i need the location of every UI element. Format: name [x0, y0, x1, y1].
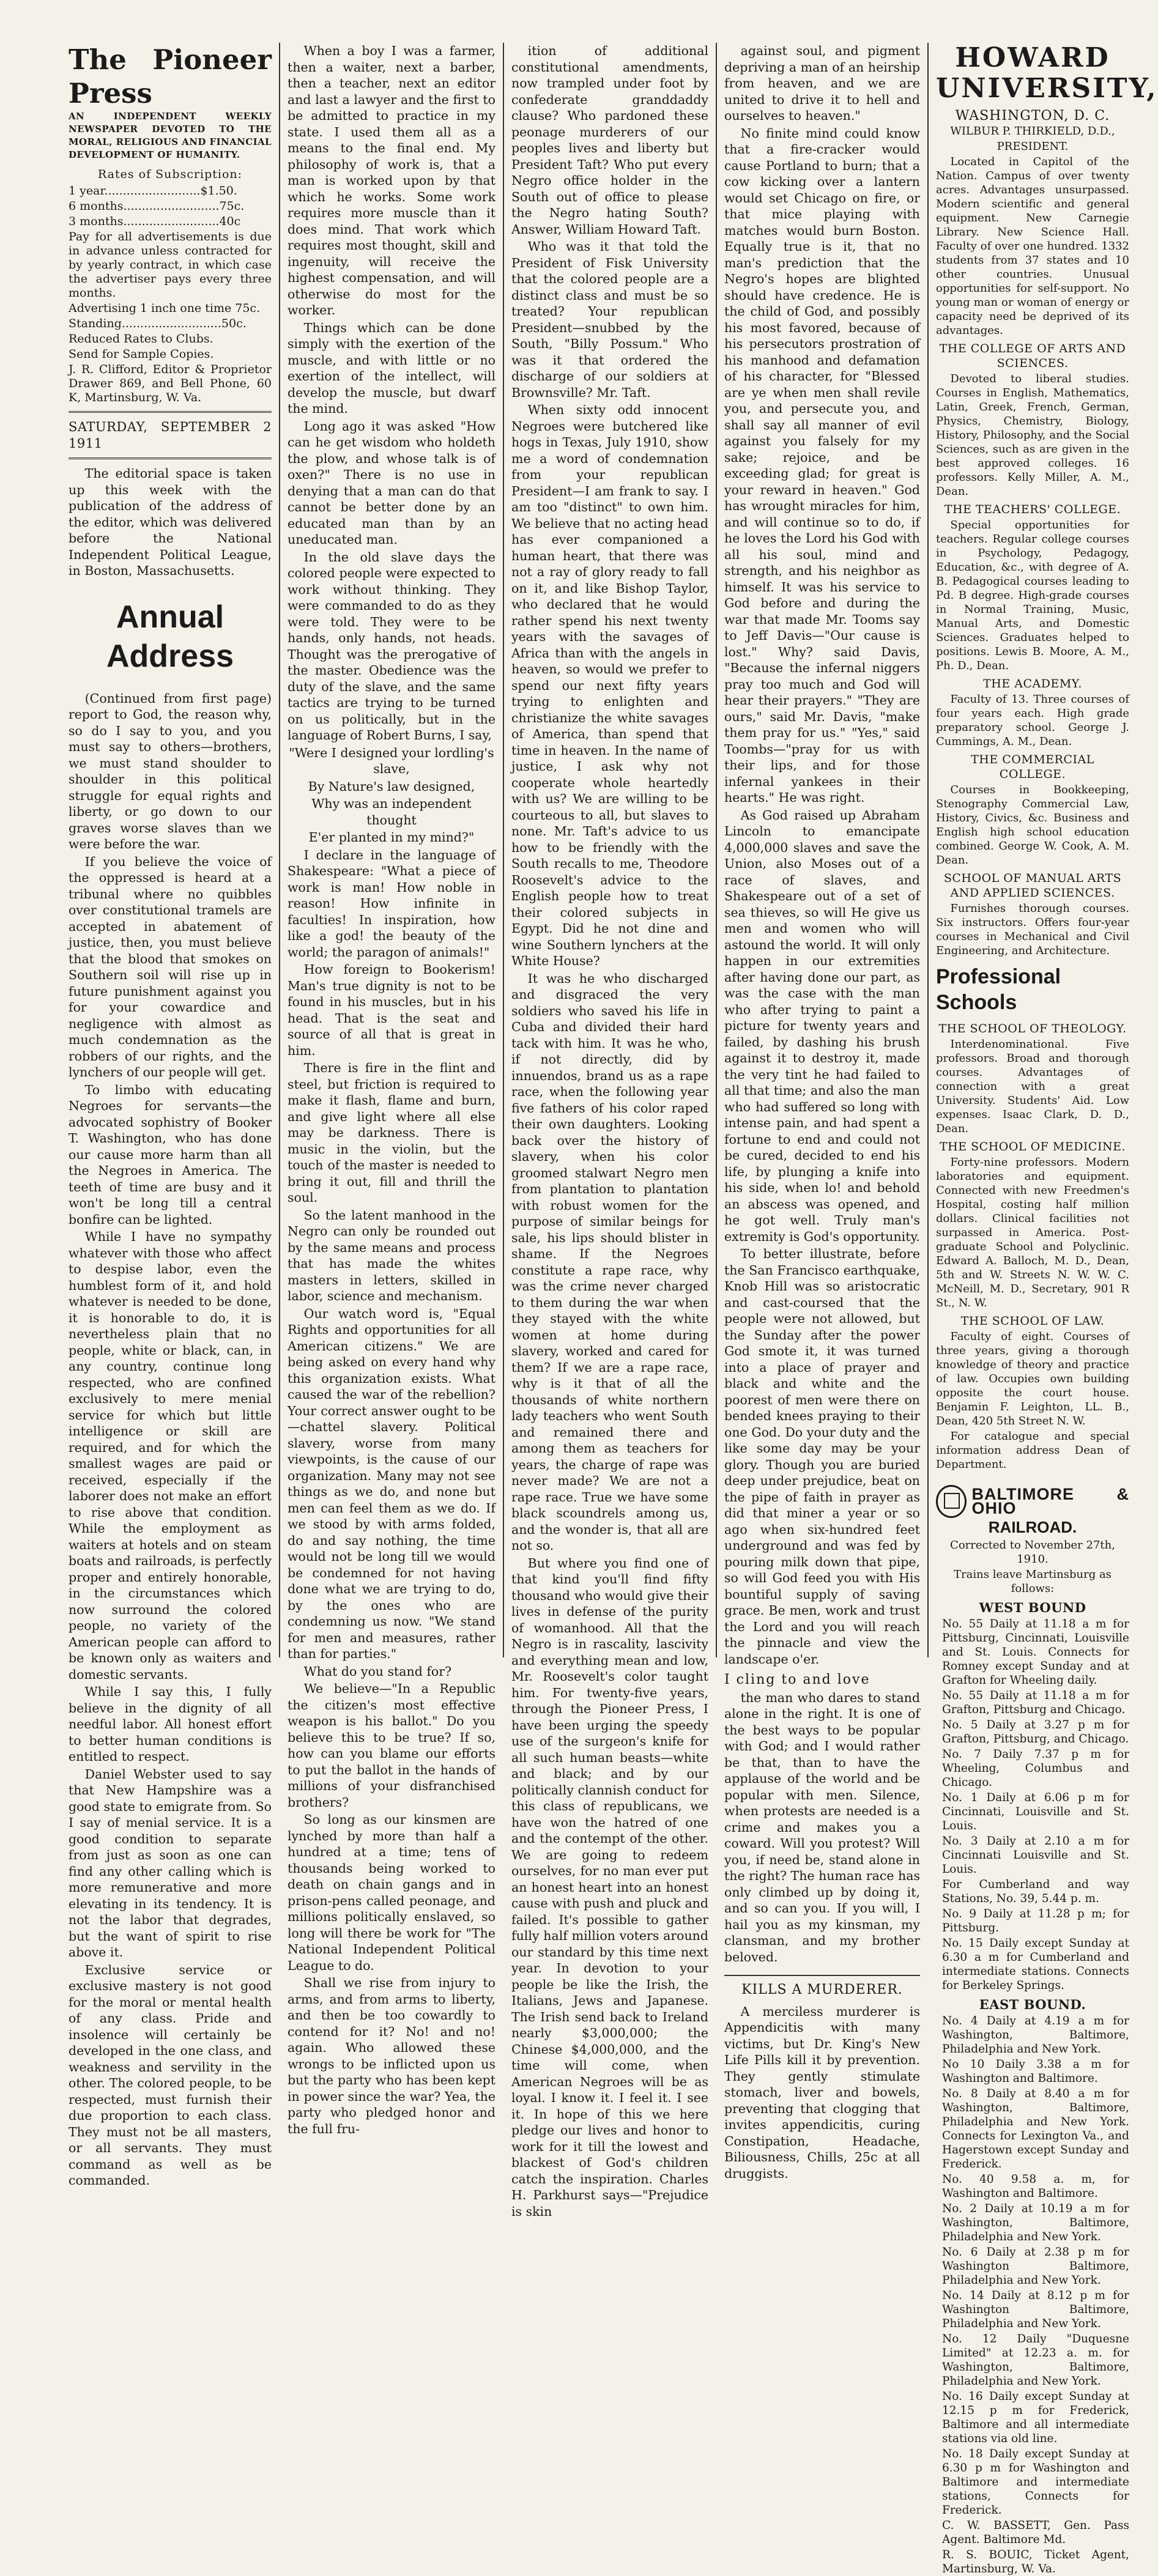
paragraph: (Continued from first page) report to God, the reason why, so do I say to you, and you must say to others—brothers, we must stand shoulder to shoulder in this political struggle for equal rights and liberty, or go down to our graves worse slaves than we were before the war. — [69, 690, 272, 851]
bo-railroad: RAILROAD. — [988, 1518, 1077, 1536]
section-heading: THE SCHOOL OF MEDICINE. — [939, 1140, 1126, 1153]
train-entry: No. 16 Daily except Sunday at 12.15 p m for Frederick, Baltimore and all intermediate stations via old line. — [942, 2390, 1129, 2445]
paragraph: But where you find one of that kind you'll find fifty thousand who would give their lives in defense of the purity of womanhood. All that the Negro is in rascality, lascivity and everything mean and low, Mr. Roosevelt's color taught him. For twenty-five years, through the Pioneer Press, I have been urging the speedy use of the surgeon's knife for all such human beasts—white and black; and by our politically clannish conduct for this class of republicans, we have won the hatred of one and the contempt of the other. We are going to redeem ourselves, for no man ever put an honest heart into an honest cause with push and pluck and failed. It's possible to gather fully half million voters around our standard by this time next year. In devotion to your people be like the Irish, the Italians, Jews and Japanese. The Irish send back to Ireland nearly $3,000,000; the Chinese $4,000,000, and the time will come, when American Negroes will be as loyal. I know it. I feel it. I see it. In hope of this we here pledge our lives and honor to work for it till the lowest and blackest of God's children catch the inspiration. Charles H. Parkhurst says—"Prejudice is skin — [511, 1555, 708, 2219]
paragraph: Interdenominational. Five professors. Broad and thorough courses. Advantages of connection with a great University. Students' Aid. Low expenses. Isaac Clark, D. D., Dean. — [936, 1038, 1129, 1135]
train-entry: No. 3 Daily at 2.10 a m for Cincinnati Louisville and St. Louis. — [942, 1835, 1129, 1876]
column-5 — [929, 42, 1158, 2575]
paragraph: the man who dares to stand alone in the right. It is one of the best ways to be popular with God; and I would rather be that, than to have the applause of the world and be popular with men. Silence, when protests are needed is a crime and makes you a coward. Will you protest? Will you, if need be, stand alone in the right? The human race has only climbed up by doing it, and so can you. If you will, I hail you as my kinsman, my clansman, and my brother beloved. — [724, 1690, 920, 1964]
paragraph: Courses in Bookkeeping, Stenography Commercial Law, History, Civics, &c. Business and English high school education combined. George W. Cook, A. M. Dean. — [936, 783, 1129, 867]
train-entry: No. 9 Daily at 11.28 p m; for Pittsburg. — [942, 1908, 1129, 1934]
paragraph: While I have no sympathy whatever with those who affect to despise labor, even the humblest form of it, and hold whatever is needed to be done, it is honorable to do, it is nevertheless plain that no people, white or black, can, in any country, continue long respected, who are confined exclusively to mere menial service for which but little intelligence or skill are required, and for which the smallest wages are paid or received, especially if the laborer does not make an effort to rise above that condition. While the employment as waiters at hotels and on steam boats and railroads, is perfectly proper and entirely honorable, in the circumstances which now surround the colored people, no variety of the American people can afford to be known only as waiters and domestic servants. — [69, 1229, 272, 1682]
masthead-subtitle: AN INDEPENDENT WEEKLY NEWSPAPER DEVOTED TO THE MORAL, RELIGIOUS AND FINANCIAL DEVELOPMENT OF HUMANITY. — [69, 111, 272, 160]
paragraph: What do you stand for? — [303, 1664, 452, 1679]
verse-line: Why was an independent thought — [311, 796, 472, 827]
east-bound-heading: EAST BOUND. — [979, 1997, 1086, 2012]
paragraph: While I say this, I fully believe in the dignity of all needful labor. All honest effort to better human conditions is entitled to respect. — [69, 1684, 272, 1764]
bo-name: BALTIMORE & OHIO — [971, 1485, 1129, 1517]
train-entry: No. 40 9.58 a. m, for Washington and Baltimore. — [942, 2173, 1129, 2200]
train-entry: No. 4 Daily at 4.19 a m for Washington, Baltimore, Philadelphia and New York. — [942, 2015, 1129, 2056]
paragraph: Faculty of 13. Three courses of four years each. High grade preparatory school. George J. Cummings, A. M., Dean. — [936, 693, 1129, 748]
paragraph: We believe—"In a Republic the citizen's most effective weapon is his ballot." Do you believe this to be true? If so, how can you blame our efforts to put the ballot in the hands of millions of your disfranchised brothers? — [288, 1681, 495, 1810]
train-entry: For Cumberland and way Stations, No. 39, 5.44 p. m. — [942, 1878, 1129, 1905]
train-entry: No. 55 Daily at 11.18 a m for Pittsburg, Cincinnati, Louisville and St. Louis. Connects for Romney except Sunday and at Grafton for Wheeling daily. — [942, 1618, 1129, 1687]
verse-line: "Were I designed your lordling's slave, — [289, 745, 494, 776]
dateline: SATURDAY, SEPTEMBER 2 1911 — [69, 420, 272, 451]
column-3 — [504, 43, 716, 2219]
paragraph: When a boy I was a farmer, then a waiter, next a barber, then a teacher, next an editor and last a lawyer and the first to be admitted to practice in my state. I used them all as a means to the final end. My philosophy of work is, that a man is worked upon by that which he works. Some work requires more muscle than it does mind. That work which requires most thought, skill and ingenuity, will receive the highest compensation, and will otherwise do most for the worker. — [288, 43, 495, 317]
section-heading: THE SCHOOL OF LAW. — [960, 1314, 1105, 1328]
paragraph: To limbo with educating Negroes for servants—the advocated sophistry of Booker T. Washington, who has done our cause more harm than all the Negroes in America. The teeth of time are busy and it won't be long till a central bonfire can be lighted. — [69, 1082, 272, 1227]
rate-line: 1 year..........................$1.50. — [69, 184, 237, 198]
rates-heading: Rates of Subscription: — [97, 168, 243, 181]
train-entry: No. 6 Daily at 2.38 p m for Washington Baltimore, Philadelphia and New York. — [942, 2246, 1129, 2287]
rate-line: 6 months..........................75c. — [69, 199, 245, 213]
paragraph: As God raised up Abraham Lincoln to emancipate 4,000,000 slaves and save the Union, also Moses out of a race of slaves, and Shakespeare out of a set of sea thieves, so will He give us men and women who will astound the world. It will only happen in our extremities after having done our part, as was the case with the man who after trying to paint a picture for twenty years and failed, by dashing his brush against it to destroy it, made the very tint he had failed to all that time; and also the man who had suffered so long with intense pain, and had spent a fortune to end and could not be cured, decided to end his life, by plunging a knife into his side, when lo! and behold an abscess was opened, and he got well. Truly man's extremity is God's opportunity. — [724, 807, 920, 1244]
column-1 — [61, 43, 279, 2188]
column-2 — [280, 43, 503, 2136]
paragraph: There is fire in the flint and steel, but friction is required to make it flash, flame and burn, and give light where all else may be darkness. There is music in the violin, but the touch of the master is needed to bring it out, fill and thrill the soul. — [288, 1060, 495, 1205]
ad-line: Standing...........................50c. — [69, 317, 247, 330]
paragraph: Daniel Webster used to say that New Hampshire was a good state to emigrate from. So I say of menial service. It is a good condition to separate from just as soon as one can find any other calling which is more remunerative and more elevating in its tendency. It is not the labor that degrades, but the want of spirit to rise above it. — [69, 1766, 272, 1960]
paragraph: No finite mind could know that a fire-cracker would cause Portland to burn; that a cow kicking over a lantern would set Chicago on fire, or that mice playing with matches would burn Boston. Equally true is it, that no man's prediction that the Negro's hopes are blighted should have credence. He is the child of God, and possibly his most favored, because of his persecutors prostration of his manhood and defamation of his character, for "Blessed are ye when men shall revile you, and persecute you, and shall say all manner of evil against you falsely for my sake; rejoice, and be exceeding glad; for great is your reward in heaven." God has wrought miracles for him, and will continue so to do, if he loves the Lord his God with all his soul, mind and strength, and his neighbor as himself. It was his service to God before and during the war that made Mr. Tooms say to Jeff Davis—"Our cause is lost." Why? said Davis, "Because the infernal niggers pray too much and God will hear their prayers." "They are ours," said Mr. Davis, "make them pray for us." "Yes," said Toombs—"pray for us with their lips, and for those infernal yankees in their hearts." He was right. — [724, 125, 920, 805]
paragraph: ition of additional constitutional amendments, now trampled under foot by confederate granddaddy clause? Who pardoned these peonage murderers of our peoples lives and liberty but President Taft? Who put every Negro office holder in the South out of office to please the Negro hating South? Answer, William Howard Taft. — [511, 43, 708, 237]
paragraph: To better illustrate, before the San Francisco earthquake, Knob Hill was so aristocratic and cast-coursed that the people were not allowed, but the Sunday after the power God smote it, it was turned into a place of prayer and black and white and the poorest of men were there on bended knees praying to their one God. Do your duty and the like some day may be your glory. Though you are buried deep under prejudice, beat on the pipe of faith in prayer as did that miner a year or so ago when six-hundred feet underground and was fed by pouring milk down that pipe, so will God feed you with His bountiful supply of saving grace. Be men, work and trust the Lord and you will reach the pinnacle and view the landscape o'er. — [724, 1246, 920, 1667]
ad-line: Send for Sample Copies. — [69, 347, 214, 361]
verse-line: E'er planted in my mind?" — [308, 830, 475, 845]
section-heading: THE ACADEMY. — [983, 677, 1082, 690]
train-entry: No. 12 Daily "Duquesne Limited" at 12.23 a. m. for Washington, Baltimore, Philadelphia and New York. — [942, 2333, 1129, 2388]
paragraph: In the old slave days the colored people were expected to work without thinking. They were commanded to do as they were told. They were to be hands, only hands, not heads. Thought was the prerogative of the master. Obedience was the duty of the slave, and the same tactics are trying to be turned on us politically, but in the language of Robert Burns, I say, — [288, 549, 495, 742]
rates-note: Pay for all advertisements is due in advance unless contracted for by yearly contract, in which case the advertiser pays every three months. — [69, 230, 272, 300]
paragraph: Our watch word is, "Equal Rights and opportunities for all American citizens." We are being asked on every hand why this organization exists. What caused the war of the rebellion? Your correct answer ought to be—chattel slavery. Political slavery, worse from many viewpoints, is the cause of our organization. Many may not see things as we do, and none but men can feel them as we do. If we stood by with arms folded, do and say nothing, the time would not be long till we would be condemned for not having done what we are trying to do, by the ones who are condemning us now. "We stand for men and measures, rather than for parties." — [288, 1306, 495, 1661]
ad-headline: KILLS A MURDERER. — [724, 1975, 920, 1999]
professional-schools-heading: Professional Schools — [936, 965, 1061, 1014]
bo-logo — [936, 1485, 1129, 1518]
paragraph: Who was it that told the President of Fisk University that the colored people are a distinct class and must be so treated? Your republican President—snubbed by the South, "Billy Possum." Who was it that ordered the discharge of our soldiers at Brownsville? Mr. Taft. — [511, 239, 708, 400]
ad-line: Advertising 1 inch one time 75c. — [69, 302, 261, 315]
bo-emblem-icon — [936, 1485, 967, 1518]
train-entry: No. 2 Daily at 10.19 a m for Washington, Baltimore, Philadelphia and New York. — [942, 2202, 1129, 2243]
paragraph: Devoted to liberal studies. Courses in English, Mathematics, Latin, Greek, French, German, Physics, Chemistry, Biology, History, Philosophy, and the Social Sciences, such as are given in the best approved colleges. 16 professors. Kelly Miller, A. M., Dean. — [936, 372, 1129, 498]
divider — [69, 411, 272, 413]
train-entry: No 10 Daily 3.38 a m for Washington and Baltimore. — [942, 2058, 1129, 2085]
masthead: The Pioneer Press — [69, 43, 272, 109]
train-entry: No. 18 Daily except Sunday at 6.30 p m for Washington and Baltimore and intermediate stations, Connects for Frederick. — [942, 2448, 1129, 2517]
train-entry: No. 8 Daily at 8.40 a m for Washington, Baltimore, Philadelphia and New York. Connects for Lexington Va., and Hagerstown except Sunday and Frederick. — [942, 2087, 1129, 2171]
paragraph: So the latent manhood in the Negro can only be rounded out by the same means and process that has made the whites masters in letters, skilled in labor, science and mechanism. — [288, 1207, 495, 1303]
paragraph: Long ago it was asked "How can he get wisdom who holdeth the plow, and whose talk is of oxen?" There is no use in denying that a man can do that cannot be better done by an educated man than by an uneducated man. — [288, 418, 495, 547]
paragraph: It was he who discharged and disgraced the very soldiers who saved his life in Cuba and divided their hard tack with him. It was he who, if not directly, did by innuendos, brand us as a rape race, when the following year five fathers of his color raped their own daughters. Looking back over the history of slavery, when his color groomed stalwart Negro men from plantation to plantation with robust women for the purpose of similar beings for sale, his lips should blister in shame. If the Negroes constitute a rape race, why was the crime never charged to them during the war when they stayed with the white women at home during slavery, worked and cared for them? If we are a rape race, why is it that of all the thousands of white northern lady teachers who went South and remained there and among them as teachers for years, the charge of rape was never made? We are not a rape race. True we have some black scoundrels among us, and the wonder is, that all are not so. — [511, 971, 708, 1553]
paragraph: Things which can be done simply with the exertion of the muscle, and with little or no exertion of the intellect, will develop the muscle, but dwarf the mind. — [288, 320, 495, 416]
paragraph: Special opportunities for teachers. Regular college courses in Psychology, Pedagogy, Education, &c., with degree of A. B. Pedagogical courses leading to Pd. B degree. High-grade courses in Normal Training, Music, Manual Arts, and Domestic Sciences. Graduates helped to positions. Lewis B. Moore, A. M., Ph. D., Dean. — [936, 519, 1129, 672]
rate-line: 3 months..........................40c — [69, 215, 241, 228]
bo-corrected: Corrected to November 27th, 1910. — [950, 1539, 1115, 1566]
ad-line: Reduced Rates to Clubs. — [69, 332, 213, 346]
paragraph: Shall we rise from injury to arms, and from arms to liberty, and then be too cowardly to contend for it? No! and no! again. Who allowed these wrongs to be inflicted upon us but the party who has been kept in power since the war? Yea, the party who pledged honor and the full fru- — [288, 1975, 495, 2136]
agent: R. S. BOUIC, Ticket Agent, Martinsburg, W. Va. — [942, 2548, 1129, 2575]
train-entry: No. 14 Daily at 8.12 p m for Washington Baltimore, Philadelphia and New York. — [942, 2289, 1129, 2330]
paragraph: If you believe the voice of the oppressed is heard at a tribunal where no quibbles over constitutional tramels are accepted in abatement of justice, then, you must believe that the blood that smokes on Southern soil will rise up in future punishment against you for your cowardice and negligence with almost as much condemnation as the robbers of our rights, and the lynchers of our people will get. — [69, 854, 272, 1079]
verse-line: By Nature's law designed, — [308, 779, 475, 794]
paragraph: against soul, and pigment depriving a man of an heirship from heaven, and we are united to drive it to hell and ourselves to heaven." — [724, 43, 920, 123]
divider — [69, 457, 272, 459]
section-heading: THE COLLEGE OF ARTS AND SCIENCES. — [939, 342, 1126, 370]
train-entry: No. 55 Daily at 11.18 a m for Grafton, Pittsburg and Chicago. — [942, 1689, 1129, 1716]
paragraph: How foreign to Bookerism! Man's true dignity is not to be found in his muscles, but in his head. That is the seat and source of all that is great in him. — [288, 962, 495, 1058]
section-heading: SCHOOL OF MANUAL ARTS AND APPLIED SCIENCES. — [943, 872, 1122, 900]
paragraph: Furnishes thorough courses. Six instructors. Offers four-year courses in Mechanical and Civil Engineering, and Architecture. — [936, 902, 1129, 957]
train-entry: No. 15 Daily except Sunday at 6.30 a m for Cumberland and intermediate stations. Connects for Berkeley Springs. — [942, 1937, 1129, 1992]
paragraph: I declare in the language of Shakespeare: "What a piece of work is man! How noble in reason! How infinite in faculties! In inspiration, how like a god! the beauty of the world; the paragon of animals!" — [288, 847, 495, 960]
editorial-note: The editorial space is taken up this week with the publication of the address of the editor, which was delivered before the National Independent Political League, in Boston, Massachusetts. — [69, 466, 272, 578]
headline: Annual Address — [106, 599, 234, 674]
east-trains — [936, 2014, 1129, 2576]
bo-leave: Trains leave Martinsburg as follows: — [954, 1568, 1112, 1595]
west-bound-heading: WEST BOUND — [979, 1600, 1086, 1615]
howard-title: HOWARD UNIVERSITY, — [936, 42, 1158, 104]
train-entry: No. 7 Daily 7.37 p m for Wheeling, Columbus and Chicago. — [942, 1748, 1129, 1789]
section-heading: THE TEACHERS' COLLEGE. — [944, 503, 1121, 516]
paragraph: So long as our kinsmen are lynched by more than half a hundred at a time; tens of thousands being worked to death on chain gangs and in prison-pens called peonage, and millions politically enslaved, so long will there be work for "The National Independent Political League to do. — [288, 1812, 495, 1973]
train-entry: No. 5 Daily at 3.27 p m for Grafton, Pittsburg, and Chicago. — [942, 1719, 1129, 1745]
column-4 — [717, 43, 927, 2181]
ad-body: A merciless murderer is Appendicitis with many victims, but Dr. King's New Life Pills kill it by prevention. They gently stimulate stomach, liver and bowels, preventing that clogging that invites appendicitis, curing Constipation, Headache, Biliousness, Chills, 25c at all druggists. — [724, 2004, 920, 2181]
poem-line: I cling to and love — [724, 1672, 870, 1687]
west-trains — [936, 1617, 1129, 1993]
paragraph: Faculty of eight. Courses of three years, giving a thorough knowledge of theory and practice of law. Occupies own building opposite the court house. Benjamin F. Leighton, LL. B., Dean, 420 5th Street N. W. — [936, 1330, 1129, 1427]
section-heading: THE SCHOOL OF THEOLOGY. — [938, 1022, 1127, 1035]
paragraph: When sixty odd innocent Negroes were butchered like hogs in Texas, July 1910, show me a word of condemnation from your republican President—I am frank to say. I am too "distinct" to own him. We believe that no acting head has ever companioned a human heart, that there was not a ray of glory ready to fall on it, and like Bishop Taylor, who declared that he would rather spend his next twenty years with the savages of Africa than with the angels in heaven, so would we prefer to spend our next fifty years trying to enlighten and christianize the white savages of America, than spend that time in heaven. In the name of justice, I ask why not cooperate whole heartedly with us? We are willing to be courteous to all, but slaves to none. Mr. Taft's advice to us how to be friendly with the South recalls to me, Theodore Roosevelt's advice to the English people how to treat their colored subjects in Egypt. Did he not dine and wine Southern lynchers at the White House? — [511, 402, 708, 968]
subscription-rates — [69, 168, 272, 405]
section-heading: THE COMMERCIAL COLLEGE. — [971, 753, 1094, 781]
paragraph: Forty-nine professors. Modern laboratories and equipment. Connected with new Freedmen's Hospital, costing half million dollars. Clinical facilities not surpassed in America. Post-graduate School and Polyclinic. Edward A. Balloch, M. D., Dean, 5th and W. Streets N. W. W. C. McNeill, M. D., Secretary, 901 R St., N. W. — [936, 1156, 1129, 1309]
president-title: PRESIDENT. — [997, 140, 1069, 153]
city: WASHINGTON, D. C. — [955, 108, 1110, 124]
paragraph: Exclusive service or exclusive mastery is not good for the moral or mental health of any class. Pride and insolence will certainly be developed in the one class, and weakness and servility in the other. The colored people, to be respected, must furnish their due proportion to each class. They must not be all masters, or all servants. They must command as well as be commanded. — [69, 1962, 272, 2188]
agent: C. W. BASSETT, Gen. Pass Agent. Baltimore Md. — [942, 2519, 1129, 2546]
editor-info: J. R. Clifford, Editor & Proprietor Drawer 869, and Bell Phone, 60 K, Martinsburg, W. Va. — [69, 363, 272, 404]
paragraph: Located in Capitol of the Nation. Campus of over twenty acres. Advantages unsurpassed. Modern scientific and general equipment. New Carnegie Library. New Science Hall. Faculty of over one hundred. 1332 students from 37 states and 10 other countries. Unusual opportunities for self-support. No young man or woman of energy or capacity need be deprived of its advantages. — [936, 155, 1129, 337]
president-name: WILBUR P. THIRKIELD, D.D., — [950, 125, 1115, 138]
train-entry: No. 1 Daily at 6.06 p m for Cincinnati, Louisville and St. Louis. — [942, 1791, 1129, 1832]
paragraph: For catalogue and special information address Dean of Department. — [936, 1430, 1129, 1471]
